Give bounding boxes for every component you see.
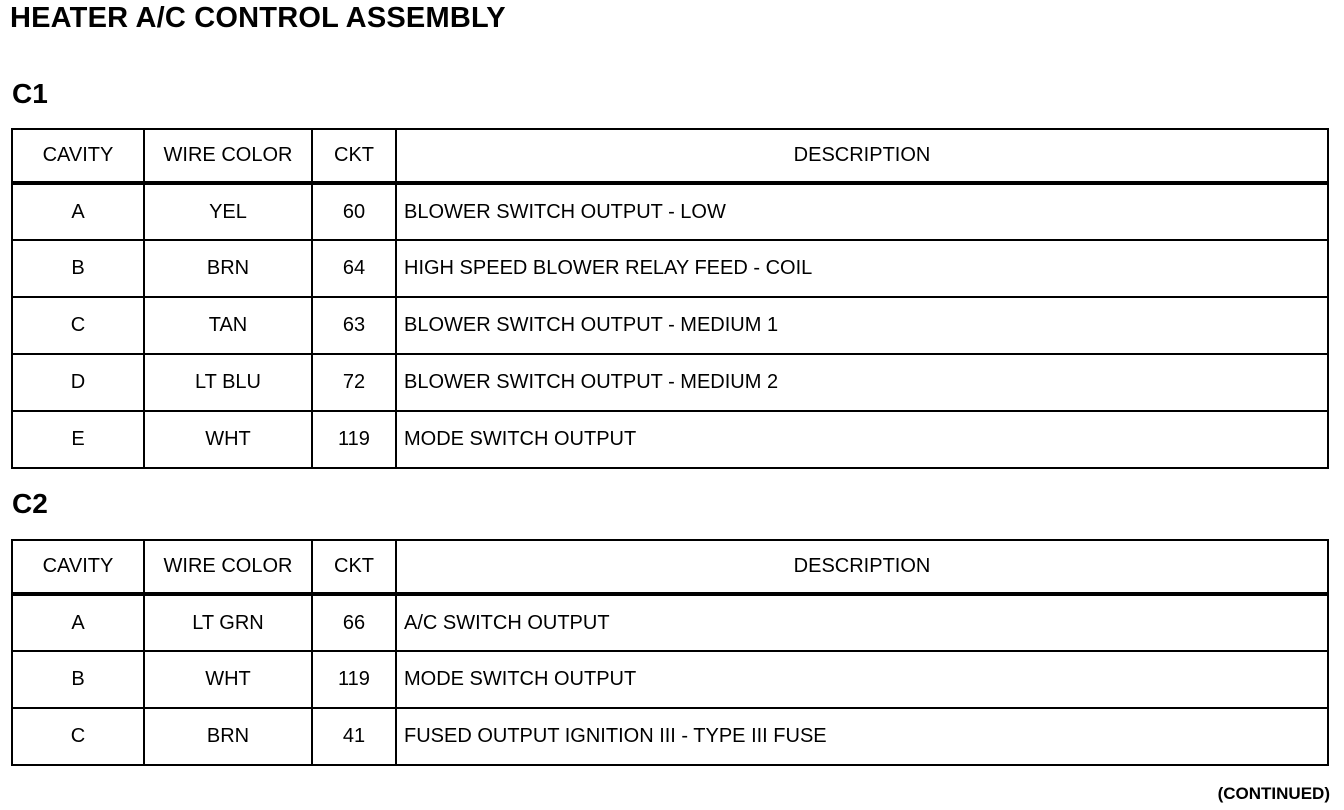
cavity-cell: C [12, 297, 144, 354]
header-description: DESCRIPTION [396, 540, 1328, 594]
header-cavity: CAVITY [12, 540, 144, 594]
description-cell: MODE SWITCH OUTPUT [396, 411, 1328, 468]
cavity-cell: A [12, 183, 144, 240]
table-row [12, 240, 1328, 297]
header-description: DESCRIPTION [396, 129, 1328, 183]
header-cavity: CAVITY [12, 129, 144, 183]
ckt-cell: 41 [312, 708, 396, 765]
cavity-cell: A [12, 594, 144, 651]
header-ckt: CKT [312, 540, 396, 594]
cavity-cell: B [12, 240, 144, 297]
connector-c1-label: C1 [12, 78, 48, 109]
table-row [12, 651, 1328, 708]
ckt-cell: 64 [312, 240, 396, 297]
description-cell: A/C SWITCH OUTPUT [396, 594, 1328, 651]
description-cell: BLOWER SWITCH OUTPUT - LOW [396, 183, 1328, 240]
table-header-row [12, 129, 1328, 183]
continued-note: (CONTINUED) [1217, 784, 1330, 803]
table-row [12, 183, 1328, 240]
wire-color-cell: LT BLU [144, 354, 312, 411]
wire-color-cell: BRN [144, 708, 312, 765]
table-row [12, 708, 1328, 765]
ckt-cell: 66 [312, 594, 396, 651]
table-header-row [12, 540, 1328, 594]
table-row [12, 411, 1328, 468]
ckt-cell: 72 [312, 354, 396, 411]
connector-c2-table [11, 539, 1329, 766]
description-cell: FUSED OUTPUT IGNITION III - TYPE III FUSE [396, 708, 1328, 765]
header-ckt: CKT [312, 129, 396, 183]
ckt-cell: 119 [312, 651, 396, 708]
page-title: HEATER A/C CONTROL ASSEMBLY [10, 2, 506, 34]
wire-color-cell: WHT [144, 651, 312, 708]
connector-c2-label: C2 [12, 488, 48, 519]
cavity-cell: D [12, 354, 144, 411]
ckt-cell: 119 [312, 411, 396, 468]
wire-color-cell: YEL [144, 183, 312, 240]
wire-color-cell: WHT [144, 411, 312, 468]
cavity-cell: E [12, 411, 144, 468]
ckt-cell: 63 [312, 297, 396, 354]
description-cell: MODE SWITCH OUTPUT [396, 651, 1328, 708]
table-row [12, 594, 1328, 651]
cavity-cell: B [12, 651, 144, 708]
description-cell: BLOWER SWITCH OUTPUT - MEDIUM 1 [396, 297, 1328, 354]
ckt-cell: 60 [312, 183, 396, 240]
wire-color-cell: LT GRN [144, 594, 312, 651]
wire-color-cell: TAN [144, 297, 312, 354]
table-row [12, 297, 1328, 354]
description-cell: BLOWER SWITCH OUTPUT - MEDIUM 2 [396, 354, 1328, 411]
header-wire-color: WIRE COLOR [144, 129, 312, 183]
wire-color-cell: BRN [144, 240, 312, 297]
header-wire-color: WIRE COLOR [144, 540, 312, 594]
table-row [12, 354, 1328, 411]
cavity-cell: C [12, 708, 144, 765]
description-cell: HIGH SPEED BLOWER RELAY FEED - COIL [396, 240, 1328, 297]
connector-c1-table [11, 128, 1329, 469]
